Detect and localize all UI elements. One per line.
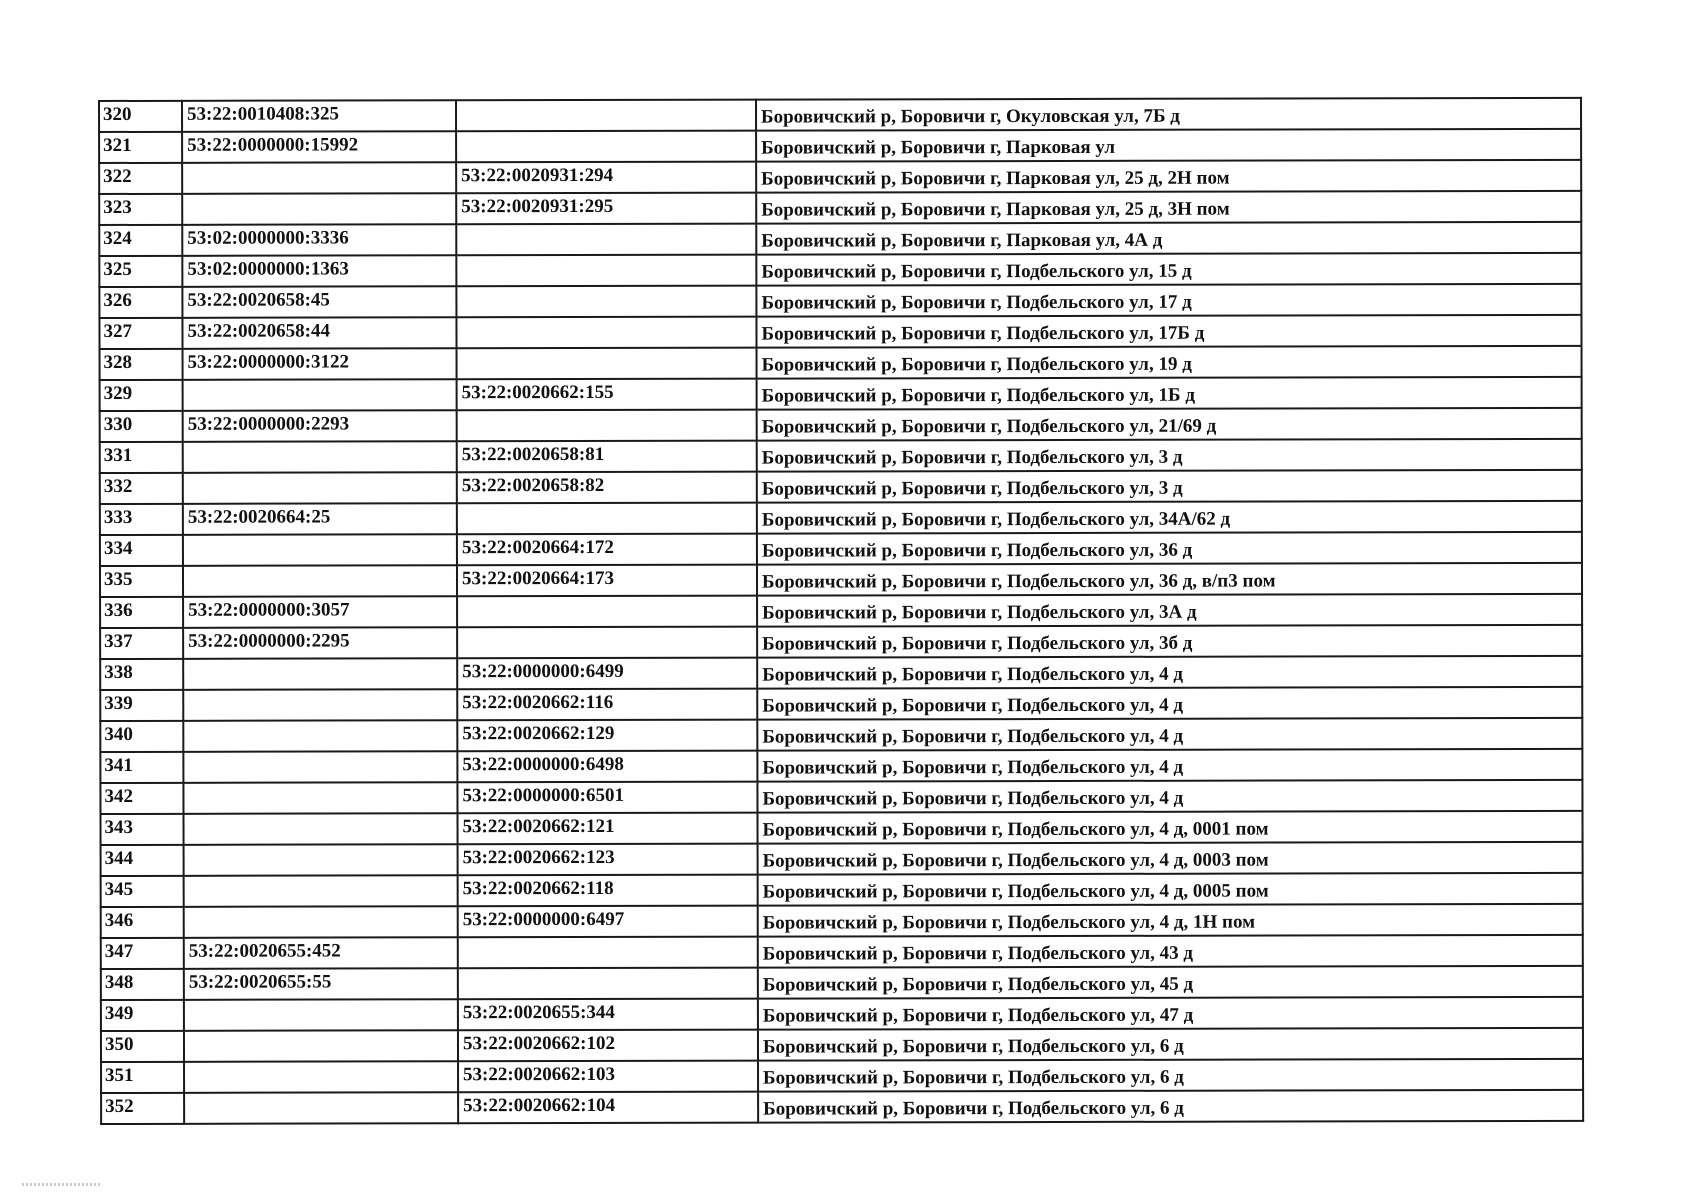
row-number-cell: 326 — [99, 287, 182, 318]
address-cell: Боровичский р, Боровичи г, Парковая ул — [756, 129, 1581, 162]
table-row — [99, 98, 1581, 132]
parent-cadastral-number-cell: 53:22:0020658:81 — [457, 441, 757, 473]
row-number-cell: 327 — [99, 318, 182, 349]
table-row — [101, 1028, 1583, 1062]
address-cell: Боровичский р, Боровичи г, Парковая ул, 4А д — [756, 222, 1581, 255]
cadastral-number-cell: 53:22:0000000:15992 — [182, 131, 456, 163]
address-cell: Боровичский р, Боровичи г, Подбельского ул, 4 д — [757, 749, 1582, 782]
table-row — [100, 594, 1582, 628]
parent-cadastral-number-cell: 53:22:0020658:82 — [457, 472, 757, 504]
address-cell: Боровичский р, Боровичи г, Подбельского ул, 1Б д — [757, 377, 1582, 410]
table-row — [100, 687, 1582, 721]
parent-cadastral-number-cell — [457, 503, 757, 535]
cadastral-number-cell: 53:02:0000000:1363 — [182, 255, 456, 287]
parent-cadastral-number-cell: 53:22:0020931:294 — [456, 162, 756, 194]
parent-cadastral-number-cell: 53:22:0020655:344 — [458, 999, 758, 1031]
parent-cadastral-number-cell — [456, 131, 756, 163]
table-row — [101, 842, 1583, 876]
table-row — [100, 532, 1582, 566]
address-cell: Боровичский р, Боровичи г, Окуловская ул, 7Б д — [756, 98, 1581, 131]
address-cell: Боровичский р, Боровичи г, Подбельского ул, 4 д, 0005 пом — [758, 873, 1583, 906]
registry-sheet — [98, 97, 1584, 1125]
parent-cadastral-number-cell: 53:22:0020662:104 — [458, 1092, 758, 1124]
parent-cadastral-number-cell: 53:22:0020662:123 — [458, 844, 758, 876]
row-number-cell: 331 — [100, 442, 183, 473]
row-number-cell: 344 — [101, 845, 184, 876]
cadastral-number-cell — [183, 472, 457, 504]
property-registry-table — [98, 97, 1584, 1125]
registry-table-body — [99, 98, 1583, 1124]
parent-cadastral-number-cell: 53:22:0020662:129 — [457, 720, 757, 752]
table-row — [99, 191, 1581, 225]
parent-cadastral-number-cell — [457, 627, 757, 659]
address-cell: Боровичский р, Боровичи г, Подбельского ул, 3 д — [757, 439, 1582, 472]
row-number-cell: 338 — [100, 659, 183, 690]
parent-cadastral-number-cell — [457, 410, 757, 442]
cadastral-number-cell: 53:22:0020655:452 — [184, 937, 458, 969]
row-number-cell: 343 — [100, 814, 183, 845]
address-cell: Боровичский р, Боровичи г, Парковая ул, 25 д, 2Н пом — [756, 160, 1581, 193]
table-row — [99, 160, 1581, 194]
table-row — [100, 346, 1582, 380]
address-cell: Боровичский р, Боровичи г, Подбельского ул, 3А д — [757, 594, 1582, 627]
parent-cadastral-number-cell: 53:22:0000000:6498 — [457, 751, 757, 783]
table-row — [101, 997, 1583, 1031]
table-row — [100, 656, 1582, 690]
row-number-cell: 320 — [99, 101, 182, 132]
row-number-cell: 346 — [101, 907, 184, 938]
parent-cadastral-number-cell: 53:22:0020662:102 — [458, 1030, 758, 1062]
cadastral-number-cell: 53:22:0020658:45 — [182, 286, 456, 318]
parent-cadastral-number-cell — [456, 286, 756, 318]
address-cell: Боровичский р, Боровичи г, Парковая ул, 25 д, 3Н пом — [756, 191, 1581, 224]
parent-cadastral-number-cell: 53:22:0000000:6499 — [457, 658, 757, 690]
row-number-cell: 336 — [100, 597, 183, 628]
parent-cadastral-number-cell: 53:22:0000000:6497 — [458, 906, 758, 938]
cadastral-number-cell — [183, 689, 457, 721]
address-cell: Боровичский р, Боровичи г, Подбельского ул, 4 д, 0001 пом — [757, 811, 1582, 844]
address-cell: Боровичский р, Боровичи г, Подбельского ул, 4 д — [757, 687, 1582, 720]
cadastral-number-cell: 53:22:0000000:2293 — [183, 410, 457, 442]
cadastral-number-cell — [184, 844, 458, 876]
cadastral-number-cell: 53:22:0000000:2295 — [183, 627, 457, 659]
address-cell: Боровичский р, Боровичи г, Подбельского ул, 45 д — [758, 966, 1583, 999]
row-number-cell: 340 — [100, 721, 183, 752]
scan-artifact — [22, 1183, 100, 1186]
cadastral-number-cell — [183, 751, 457, 783]
row-number-cell: 351 — [101, 1062, 184, 1093]
cadastral-number-cell — [184, 999, 458, 1031]
table-row — [100, 470, 1582, 504]
table-row — [99, 129, 1581, 163]
cadastral-number-cell — [183, 813, 457, 845]
row-number-cell: 339 — [100, 690, 183, 721]
row-number-cell: 341 — [100, 752, 183, 783]
parent-cadastral-number-cell: 53:22:0020664:173 — [457, 565, 757, 597]
table-row — [99, 253, 1581, 287]
parent-cadastral-number-cell — [456, 255, 756, 287]
parent-cadastral-number-cell: 53:22:0020662:103 — [458, 1061, 758, 1093]
cadastral-number-cell: 53:22:0020664:25 — [183, 503, 457, 535]
table-row — [100, 718, 1582, 752]
row-number-cell: 325 — [99, 256, 182, 287]
table-row — [101, 966, 1583, 1000]
cadastral-number-cell: 53:22:0020658:44 — [182, 317, 456, 349]
parent-cadastral-number-cell: 53:22:0020662:121 — [457, 813, 757, 845]
table-row — [100, 439, 1582, 473]
table-row — [100, 811, 1582, 845]
row-number-cell: 328 — [100, 349, 183, 380]
row-number-cell: 324 — [99, 225, 182, 256]
cadastral-number-cell — [184, 1092, 458, 1124]
table-row — [100, 563, 1582, 597]
address-cell: Боровичский р, Боровичи г, Подбельского ул, 6 д — [758, 1028, 1583, 1061]
table-row — [100, 501, 1582, 535]
address-cell: Боровичский р, Боровичи г, Подбельского ул, 17Б д — [756, 315, 1581, 348]
address-cell: Боровичский р, Боровичи г, Подбельского ул, 19 д — [757, 346, 1582, 379]
parent-cadastral-number-cell — [457, 596, 757, 628]
row-number-cell: 332 — [100, 473, 183, 504]
row-number-cell: 329 — [100, 380, 183, 411]
cadastral-number-cell — [182, 162, 456, 194]
address-cell: Боровичский р, Боровичи г, Подбельского ул, 6 д — [758, 1090, 1583, 1123]
table-row — [99, 315, 1581, 349]
table-row — [101, 1090, 1583, 1124]
table-row — [100, 749, 1582, 783]
table-row — [101, 1059, 1583, 1093]
row-number-cell: 334 — [100, 535, 183, 566]
row-number-cell: 322 — [99, 163, 182, 194]
parent-cadastral-number-cell — [456, 100, 756, 132]
address-cell: Боровичский р, Боровичи г, Подбельского ул, 36 д — [757, 532, 1582, 565]
address-cell: Боровичский р, Боровичи г, Подбельского ул, 47 д — [758, 997, 1583, 1030]
address-cell: Боровичский р, Боровичи г, Подбельского ул, 3 д — [757, 470, 1582, 503]
parent-cadastral-number-cell — [457, 348, 757, 380]
table-row — [100, 408, 1582, 442]
row-number-cell: 348 — [101, 969, 184, 1000]
parent-cadastral-number-cell: 53:22:0020664:172 — [457, 534, 757, 566]
parent-cadastral-number-cell: 53:22:0020662:118 — [458, 875, 758, 907]
address-cell: Боровичский р, Боровичи г, Подбельского ул, 3б д — [757, 625, 1582, 658]
parent-cadastral-number-cell — [458, 968, 758, 1000]
table-row — [101, 904, 1583, 938]
parent-cadastral-number-cell: 53:22:0020662:116 — [457, 689, 757, 721]
table-row — [100, 377, 1582, 411]
table-row — [101, 873, 1583, 907]
address-cell: Боровичский р, Боровичи г, Подбельского ул, 6 д — [758, 1059, 1583, 1092]
table-row — [99, 222, 1581, 256]
parent-cadastral-number-cell — [456, 224, 756, 256]
parent-cadastral-number-cell: 53:22:0020662:155 — [457, 379, 757, 411]
cadastral-number-cell — [184, 875, 458, 907]
row-number-cell: 349 — [101, 1000, 184, 1031]
row-number-cell: 342 — [100, 783, 183, 814]
parent-cadastral-number-cell: 53:22:0000000:6501 — [457, 782, 757, 814]
cadastral-number-cell — [184, 1061, 458, 1093]
address-cell: Боровичский р, Боровичи г, Подбельского ул, 15 д — [756, 253, 1581, 286]
row-number-cell: 335 — [100, 566, 183, 597]
address-cell: Боровичский р, Боровичи г, Подбельского ул, 43 д — [758, 935, 1583, 968]
cadastral-number-cell — [183, 720, 457, 752]
row-number-cell: 333 — [100, 504, 183, 535]
row-number-cell: 350 — [101, 1031, 184, 1062]
table-row — [101, 935, 1583, 969]
address-cell: Боровичский р, Боровичи г, Подбельского ул, 36 д, в/п3 пом — [757, 563, 1582, 596]
address-cell: Боровичский р, Боровичи г, Подбельского ул, 4 д — [757, 718, 1582, 751]
cadastral-number-cell — [182, 193, 456, 225]
table-row — [99, 284, 1581, 318]
cadastral-number-cell — [184, 1030, 458, 1062]
cadastral-number-cell — [183, 534, 457, 566]
row-number-cell: 352 — [101, 1093, 184, 1124]
row-number-cell: 321 — [99, 132, 182, 163]
address-cell: Боровичский р, Боровичи г, Подбельского ул, 4 д, 1Н пом — [758, 904, 1583, 937]
row-number-cell: 337 — [100, 628, 183, 659]
cadastral-number-cell: 53:22:0020655:55 — [184, 968, 458, 1000]
address-cell: Боровичский р, Боровичи г, Подбельского ул, 4 д — [757, 656, 1582, 689]
parent-cadastral-number-cell: 53:22:0020931:295 — [456, 193, 756, 225]
table-row — [100, 780, 1582, 814]
address-cell: Боровичский р, Боровичи г, Подбельского ул, 34А/62 д — [757, 501, 1582, 534]
parent-cadastral-number-cell — [456, 317, 756, 349]
parent-cadastral-number-cell — [458, 937, 758, 969]
address-cell: Боровичский р, Боровичи г, Подбельского ул, 21/69 д — [757, 408, 1582, 441]
row-number-cell: 345 — [101, 876, 184, 907]
address-cell: Боровичский р, Боровичи г, Подбельского ул, 17 д — [756, 284, 1581, 317]
address-cell: Боровичский р, Боровичи г, Подбельского ул, 4 д, 0003 пом — [758, 842, 1583, 875]
cadastral-number-cell: 53:22:0010408:325 — [182, 100, 456, 132]
row-number-cell: 347 — [101, 938, 184, 969]
cadastral-number-cell — [183, 441, 457, 473]
cadastral-number-cell — [183, 782, 457, 814]
cadastral-number-cell — [183, 658, 457, 690]
address-cell: Боровичский р, Боровичи г, Подбельского ул, 4 д — [757, 780, 1582, 813]
cadastral-number-cell — [183, 379, 457, 411]
row-number-cell: 330 — [100, 411, 183, 442]
cadastral-number-cell — [183, 565, 457, 597]
cadastral-number-cell — [184, 906, 458, 938]
row-number-cell: 323 — [99, 194, 182, 225]
cadastral-number-cell: 53:02:0000000:3336 — [182, 224, 456, 256]
cadastral-number-cell: 53:22:0000000:3057 — [183, 596, 457, 628]
cadastral-number-cell: 53:22:0000000:3122 — [183, 348, 457, 380]
table-row — [100, 625, 1582, 659]
